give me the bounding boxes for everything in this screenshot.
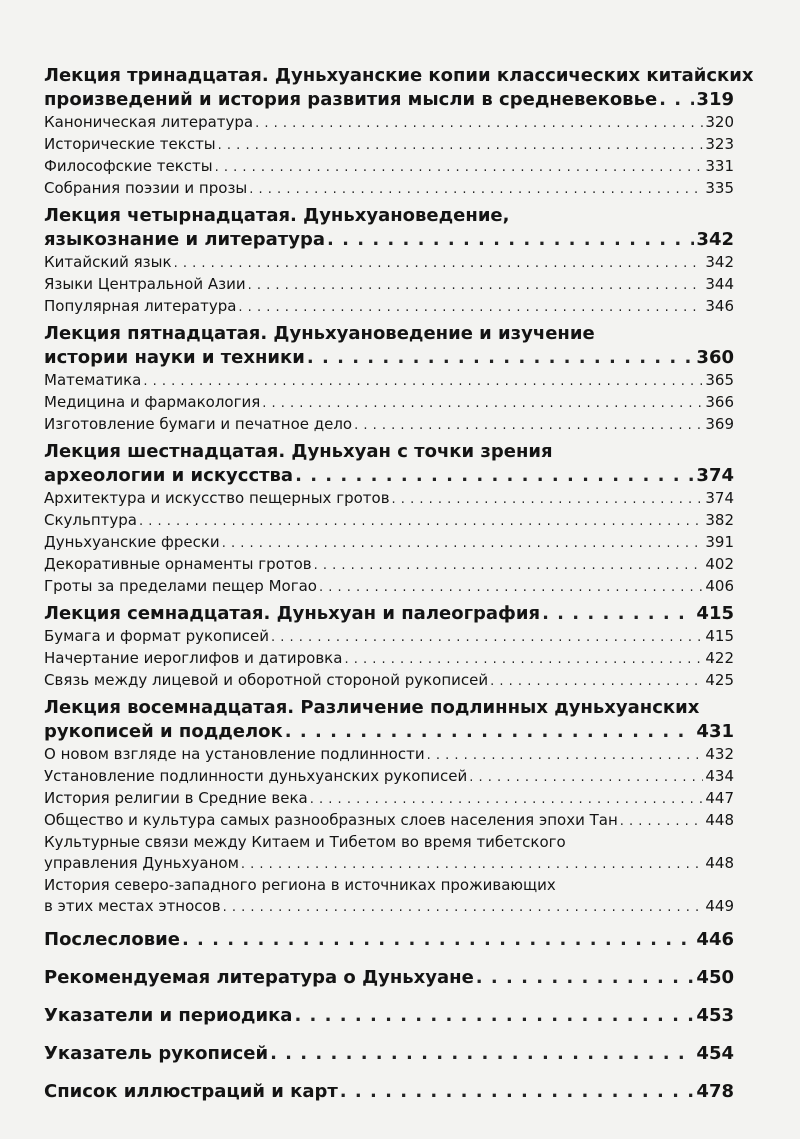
page-number: 434 xyxy=(705,767,734,785)
page-number: 447 xyxy=(705,789,734,807)
toc-subentry[interactable] xyxy=(44,156,734,178)
page-number: 446 xyxy=(696,929,734,950)
dot-leader xyxy=(392,489,704,510)
toc-entry-afterword[interactable] xyxy=(44,928,734,952)
toc-subentry[interactable] xyxy=(44,648,734,670)
dot-leader xyxy=(174,253,704,274)
subentry-title: Каноническая литература xyxy=(44,113,254,131)
dot-leader xyxy=(319,577,703,598)
dot-leader xyxy=(271,627,703,648)
toc-entry-illustrations[interactable] xyxy=(44,1080,734,1104)
page-number: 448 xyxy=(705,811,734,829)
toc-subentry[interactable] xyxy=(44,853,734,875)
lecture-title-line1: Лекция тринадцатая. Дуньхуанские копии классических китайских xyxy=(44,65,754,86)
dot-leader xyxy=(241,854,703,875)
dot-leader xyxy=(222,533,704,554)
lecture-18 xyxy=(44,696,734,918)
subentry-title: Изготовление бумаги и печатное дело xyxy=(44,415,353,433)
subentry-title: управления Дуньхуаном xyxy=(44,854,239,872)
page-number: 344 xyxy=(705,275,734,293)
page-number: 415 xyxy=(696,603,734,624)
entry-title: Список иллюстраций и карт xyxy=(44,1081,338,1102)
subentry-title: Медицина и фармакология xyxy=(44,393,261,411)
toc-subentry[interactable] xyxy=(44,178,734,200)
dot-leader xyxy=(218,135,704,156)
page-number: 342 xyxy=(705,253,734,271)
entry-title: Указатель рукописей xyxy=(44,1043,269,1064)
page-number: 422 xyxy=(705,649,734,667)
lecture-title-line1: Лекция четырнадцатая. Дуньхуановедение, xyxy=(44,205,510,226)
dot-leader xyxy=(344,649,703,670)
subentry-title-line1: История северо-западного региона в источниках проживающих xyxy=(44,876,556,894)
subentry-title: Дуньхуанские фрески xyxy=(44,533,220,551)
lecture-title-line2: истории науки и техники xyxy=(44,347,305,368)
page-number: 431 xyxy=(696,721,734,742)
subentry-title: Гроты за пределами пещер Могао xyxy=(44,577,317,595)
lecture-entry[interactable] xyxy=(44,228,734,252)
lecture-title-line2: произведений и история развития мысли в средневековье xyxy=(44,89,658,110)
table-of-contents xyxy=(44,60,754,1104)
toc-subentry[interactable] xyxy=(44,626,734,648)
subentry-title: Архитектура и искусство пещерных гротов xyxy=(44,489,390,507)
lecture-title-line1: Лекция шестнадцатая. Дуньхуан с точки зрения xyxy=(44,441,553,462)
lecture-title-line2: археологии и искусства xyxy=(44,465,294,486)
dot-leader xyxy=(314,555,704,576)
page-number: 382 xyxy=(705,511,734,529)
lecture-entry[interactable] xyxy=(44,88,734,112)
entry-title: Указатели и периодика xyxy=(44,1005,293,1026)
toc-subentry[interactable] xyxy=(44,510,734,532)
dot-leader xyxy=(248,275,704,296)
page-number: 432 xyxy=(705,745,734,763)
page-number: 391 xyxy=(705,533,734,551)
lecture-entry[interactable] xyxy=(44,464,734,488)
toc-subentry[interactable] xyxy=(44,112,734,134)
subentry-title: Исторические тексты xyxy=(44,135,216,153)
toc-subentry[interactable] xyxy=(44,274,734,296)
lecture-entry[interactable] xyxy=(44,602,734,626)
subentry-title: Связь между лицевой и оборотной стороной рукописей xyxy=(44,671,489,689)
toc-subentry[interactable] xyxy=(44,766,734,788)
page-number: 360 xyxy=(696,347,734,368)
toc-subentry[interactable] xyxy=(44,744,734,766)
dot-leader xyxy=(223,897,704,918)
dot-leader xyxy=(659,88,694,112)
dot-leader xyxy=(215,157,704,178)
page-number: 323 xyxy=(705,135,734,153)
page-number: 406 xyxy=(705,577,734,595)
dot-leader xyxy=(490,671,703,692)
dot-leader xyxy=(427,745,704,766)
lecture-title: Лекция семнадцатая. Дуньхуан и палеография xyxy=(44,603,541,624)
dot-leader xyxy=(354,415,703,436)
dot-leader xyxy=(327,228,694,252)
lecture-13 xyxy=(44,64,754,200)
toc-entry-manuscript-index[interactable] xyxy=(44,1042,734,1066)
lecture-title-line1: Лекция восемнадцатая. Различение подлинных дуньхуанских xyxy=(44,697,700,718)
lecture-entry[interactable] xyxy=(44,720,734,744)
page-number: 415 xyxy=(705,627,734,645)
dot-leader xyxy=(238,297,703,318)
page-number: 335 xyxy=(705,179,734,197)
toc-entry-recommended-literature[interactable] xyxy=(44,966,734,990)
toc-subentry[interactable] xyxy=(44,896,734,918)
subentry-title: Установление подлинности дуньхуанских рукописей xyxy=(44,767,468,785)
lecture-15 xyxy=(44,322,734,436)
subentry-title: О новом взгляде на установление подлинности xyxy=(44,745,425,763)
page-number: 450 xyxy=(696,967,734,988)
lecture-title-line1: Лекция пятнадцатая. Дуньхуановедение и изучение xyxy=(44,323,595,344)
page-number: 402 xyxy=(705,555,734,573)
entry-title: Рекомендуемая литература о Дуньхуане xyxy=(44,967,474,988)
toc-subentry[interactable] xyxy=(44,488,734,510)
subentry-title: История религии в Средние века xyxy=(44,789,308,807)
dot-leader xyxy=(249,179,703,200)
toc-subentry[interactable] xyxy=(44,670,734,692)
page-number: 478 xyxy=(696,1081,734,1102)
dot-leader xyxy=(143,371,703,392)
subentry-title: Скульптура xyxy=(44,511,137,529)
toc-subentry[interactable] xyxy=(44,414,734,436)
subentry-title: Математика xyxy=(44,371,142,389)
lecture-entry[interactable] xyxy=(44,346,734,370)
page-number: 425 xyxy=(705,671,734,689)
dot-leader xyxy=(307,346,695,370)
dot-leader xyxy=(620,811,704,832)
toc-subentry[interactable] xyxy=(44,532,734,554)
lecture-title-line2: языкознание и литература xyxy=(44,229,325,250)
lecture-14 xyxy=(44,204,734,318)
dot-leader xyxy=(255,113,703,134)
toc-subentry[interactable] xyxy=(44,370,734,392)
page-number: 342 xyxy=(696,229,734,250)
subentry-title: Начертание иероглифов и датировка xyxy=(44,649,343,667)
subentry-title: Бумага и формат рукописей xyxy=(44,627,269,645)
page-number: 449 xyxy=(705,897,734,915)
page-number: 369 xyxy=(705,415,734,433)
page-number: 320 xyxy=(705,113,734,131)
dot-leader xyxy=(294,1004,694,1028)
lecture-16 xyxy=(44,440,734,598)
page-number: 365 xyxy=(705,371,734,389)
subentry-title: Декоративные орнаменты гротов xyxy=(44,555,312,573)
dot-leader xyxy=(270,1042,694,1066)
dot-leader xyxy=(285,720,695,744)
toc-subentry[interactable] xyxy=(44,134,734,156)
dot-leader xyxy=(295,464,694,488)
lecture-title-line2: рукописей и подделок xyxy=(44,721,283,742)
subentry-title-line1: Культурные связи между Китаем и Тибетом во время тибетского xyxy=(44,833,566,851)
subentry-title: Общество и культура самых разнообразных слоев населения эпохи Тан xyxy=(44,811,618,829)
page-number: 374 xyxy=(705,489,734,507)
toc-subentry[interactable] xyxy=(44,554,734,576)
page-number: 346 xyxy=(705,297,734,315)
dot-leader xyxy=(139,511,703,532)
subentry-title: Китайский язык xyxy=(44,253,172,271)
toc-subentry[interactable] xyxy=(44,788,734,810)
page-number: 374 xyxy=(696,465,734,486)
toc-subentry[interactable] xyxy=(44,810,734,832)
toc-entry-indexes[interactable] xyxy=(44,1004,734,1028)
dot-leader xyxy=(182,928,694,952)
page-number: 453 xyxy=(696,1005,734,1026)
dot-leader xyxy=(340,1080,695,1104)
dot-leader xyxy=(476,966,695,990)
toc-subentry[interactable] xyxy=(44,576,734,598)
dot-leader xyxy=(262,393,703,414)
page-number: 448 xyxy=(705,854,734,872)
toc-subentry[interactable] xyxy=(44,392,734,414)
subentry-title: Популярная литература xyxy=(44,297,237,315)
subentry-title: Собрания поэзии и прозы xyxy=(44,179,248,197)
subentry-title: в этих местах этносов xyxy=(44,897,221,915)
page-number: 319 xyxy=(696,89,734,110)
toc-subentry[interactable] xyxy=(44,252,734,274)
page-number: 366 xyxy=(705,393,734,411)
lecture-17 xyxy=(44,602,734,692)
dot-leader xyxy=(542,602,694,626)
entry-title: Послесловие xyxy=(44,929,180,950)
dot-leader xyxy=(469,767,703,788)
toc-subentry[interactable] xyxy=(44,296,734,318)
dot-leader xyxy=(310,789,704,810)
page-number: 331 xyxy=(705,157,734,175)
subentry-title: Языки Центральной Азии xyxy=(44,275,246,293)
subentry-title: Философские тексты xyxy=(44,157,213,175)
page-number: 454 xyxy=(696,1043,734,1064)
